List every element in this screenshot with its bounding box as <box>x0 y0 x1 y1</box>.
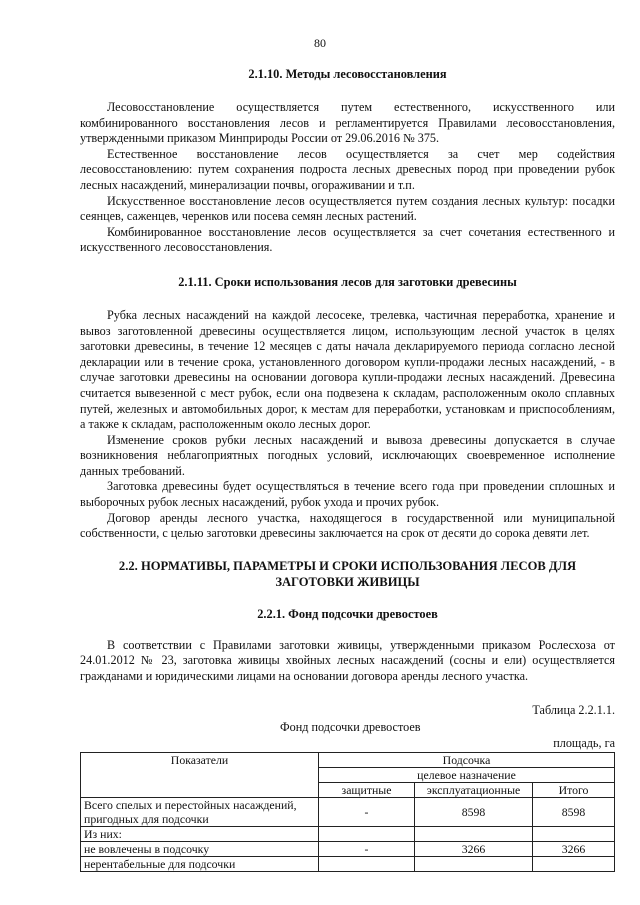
paragraph: Рубка лесных насаждений на каждой лесосеке, трелевка, частичная переработка, хранение и вывоз заготовленной древесины осуществляется лицом, использующим лесной участок в целях заготовки древесины, в течение 12 месяцев с даты начала декларируемого периода согласно лесной декларации или в течение срока, установленного договором купли-продажи лесных насаждений, - в случае заготовки древесины на основании договора купли-продажи лесных насаждений. Древесина считается вывезенной с мест рубок, если она подвезена к складам, расположенным около сплавных путей, железных и автомобильных дорог, к местам для переработки, установкам и приспособлениям, а также к складам, расположенным около лесных дорог. <box>80 307 615 432</box>
cell-exploitation <box>415 856 533 871</box>
cell-protective <box>319 856 415 871</box>
cell-protective: - <box>319 797 415 826</box>
table-row <box>81 797 615 826</box>
table-header-row <box>81 752 615 767</box>
row-label: Из них: <box>81 826 319 841</box>
cell-exploitation <box>415 826 533 841</box>
cell-total <box>533 856 615 871</box>
paragraph: В соответствии с Правилами заготовки живицы, утвержденными приказом Рослесхоза от 24.01.2012 № 23, заготовка живицы хвойных лесных насаждений (сосны и ели) осуществляется гражданами и юридическими лицами на основании договора аренды лесного участка. <box>80 637 615 684</box>
table-row <box>81 826 615 841</box>
header-protective: защитные <box>319 782 415 797</box>
forest-tapping-table <box>80 752 615 872</box>
section-body-2-1-10 <box>80 100 615 256</box>
section-title-2-2: 2.2. НОРМАТИВЫ, ПАРАМЕТРЫ И СРОКИ ИСПОЛЬЗОВАНИЯ ЛЕСОВ ДЛЯ ЗАГОТОВКИ ЖИВИЦЫ <box>118 558 577 589</box>
row-label: Всего спелых и перестойных насаждений, пригодных для подсочки <box>81 797 319 826</box>
header-group: Подсочка <box>319 752 615 767</box>
table-row <box>81 856 615 871</box>
row-label: нерентабельные для подсочки <box>81 856 319 871</box>
cell-total <box>533 826 615 841</box>
header-indicators: Показатели <box>81 752 319 797</box>
cell-total: 8598 <box>533 797 615 826</box>
table-caption: Фонд подсочки древостоев <box>280 719 421 734</box>
section-body-2-2-1 <box>80 638 615 685</box>
cell-protective: - <box>319 841 415 856</box>
header-total: Итого <box>533 782 615 797</box>
paragraph: Договор аренды лесного участка, находящегося в государственной или муниципальной собственности, с целью заготовки древесины заключается на срок от десяти до сорока девяти лет. <box>80 510 615 541</box>
header-exploitation: эксплуатационные <box>415 782 533 797</box>
paragraph: Комбинированное восстановление лесов осуществляется за счет сочетания естественного и искусственного лесовосстановления. <box>80 224 615 255</box>
table-number: Таблица 2.2.1.1. <box>532 702 615 717</box>
cell-protective <box>319 826 415 841</box>
table-units: площадь, га <box>553 735 615 750</box>
paragraph: Искусственное восстановление лесов осуществляется путем создания лесных культур: посадки сеянцев, саженцев, черенков или посева семян лесных растений. <box>80 193 615 224</box>
section-title-2-1-10: 2.1.10. Методы лесовосстановления <box>248 67 447 81</box>
paragraph: Лесовосстановление осуществляется путем естественного, искусственного или комбинированного восстановления лесов и регламентируется Правилами лесовосстановления, утвержденными приказом Минприроды России от 29.06.2016 № 375. <box>80 100 615 146</box>
row-label: не вовлечены в подсочку <box>81 841 319 856</box>
table-row <box>81 841 615 856</box>
section-body-2-1-11 <box>80 308 615 542</box>
section-title-2-2-1: 2.2.1. Фонд подсочки древостоев <box>257 606 438 621</box>
section-title-2-1-11: 2.1.11. Сроки использования лесов для заготовки древесины <box>178 274 517 289</box>
cell-exploitation: 3266 <box>415 841 533 856</box>
header-subgroup: целевое назначение <box>319 767 615 782</box>
cell-exploitation: 8598 <box>415 797 533 826</box>
table-caption-block <box>80 718 615 752</box>
cell-total: 3266 <box>533 841 615 856</box>
paragraph: Изменение сроков рубки лесных насаждений и вывоза древесины допускается в случае возникновения неблагоприятных погодных условий, исключающих своевременное исполнение данных требований. <box>80 432 615 478</box>
page-number: 80 <box>314 36 326 50</box>
paragraph: Естественное восстановление лесов осуществляется за счет мер содействия лесовосстановлению: путем сохранения подроста лесных древесных пород при проведении рубок лесных насаждений, минерализации почвы, огораживании и т.п. <box>80 146 615 192</box>
paragraph: Заготовка древесины будет осуществляться в течение всего года при проведении сплошных и выборочных рубок лесных насаждений, рубок ухода и прочих рубок. <box>80 479 615 510</box>
document-page <box>80 0 615 872</box>
